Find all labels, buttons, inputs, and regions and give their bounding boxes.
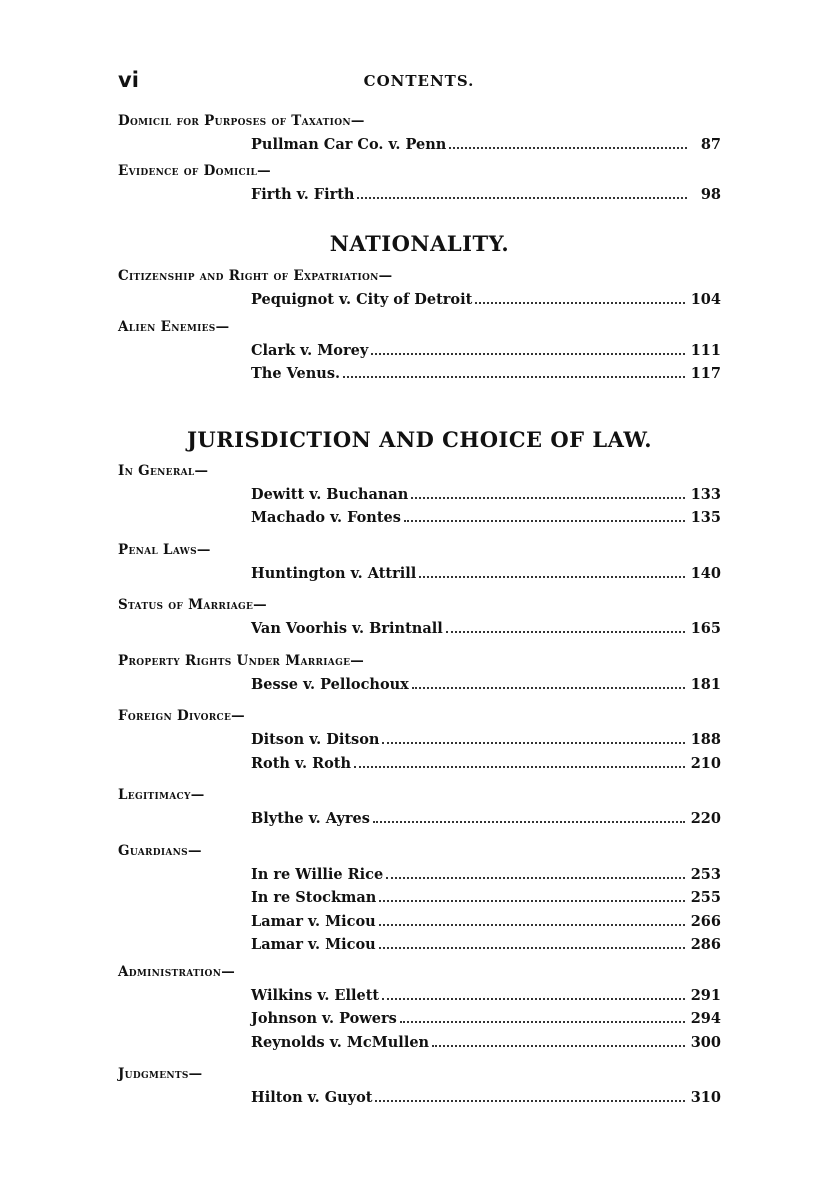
section-heading: Penal Laws— [118,541,211,558]
toc-section-taxation [118,110,721,157]
part-title-jurisdiction: JURISDICTION AND CHOICE OF LAW. [186,426,653,452]
dot-leader [400,1021,685,1023]
table-of-contents [118,110,721,1110]
case-name: Pullman Car Co. v. Penn [251,136,447,153]
section-heading: Judgments— [118,1066,203,1082]
toc-entry[interactable] [251,1086,721,1110]
page-number: 111 [690,341,721,359]
dot-leader [371,353,684,355]
dot-leader [446,631,685,633]
case-name: Pequignot v. City of Detroit [251,291,473,308]
dot-leader [379,924,685,926]
section-heading: Status of Marriage— [118,597,267,613]
toc-entry[interactable] [251,1031,721,1055]
toc-entry[interactable] [251,807,721,831]
toc-entry[interactable] [251,752,721,776]
toc-entry[interactable] [251,673,721,697]
page-number: 117 [690,365,721,382]
section-heading: Evidence of Domicil— [118,162,271,179]
case-name: Blythe v. Ayres [251,810,370,827]
dot-leader [412,687,685,689]
page-number: 220 [690,810,721,827]
page-number: 104 [690,291,721,308]
toc-entry[interactable] [251,863,721,887]
dot-leader [382,998,685,1000]
case-name: Johnson v. Powers [251,1010,397,1027]
case-name: Besse v. Pellochoux [251,675,409,693]
page-number: 294 [690,1010,721,1027]
toc-section-foreign-divorce [118,705,721,775]
page-number: 300 [690,1033,721,1051]
page-number: 210 [690,754,721,772]
case-name: Huntington v. Attrill [251,564,417,582]
section-heading: Property Rights Under Marriage— [118,652,365,669]
dot-leader [419,576,684,578]
toc-section-status-of-marriage [118,594,721,641]
section-heading: Legitimacy— [118,787,205,803]
page-folio: vi [118,68,139,92]
page-number: 133 [690,485,721,503]
running-head: CONTENTS. [363,72,475,90]
dot-leader [382,742,684,744]
dot-leader [354,766,685,768]
case-name: Van Voorhis v. Brintnall [251,620,443,637]
case-name: Wilkins v. Ellett [251,986,380,1004]
page-number: 255 [690,889,721,906]
page-number: 140 [690,564,721,582]
toc-entry[interactable] [251,183,721,207]
case-name: Lamar v. Micou [251,936,376,953]
dot-leader [379,947,685,949]
case-name: Machado v. Fontes [251,509,401,526]
page-number: 165 [690,620,721,637]
toc-entry[interactable] [251,506,721,530]
toc-section-penal-laws [118,539,721,586]
toc-entry[interactable] [251,910,721,934]
dot-leader [475,302,684,304]
dot-leader [404,520,685,522]
case-name: The Venus. [251,365,341,382]
page-number: 310 [690,1089,721,1106]
toc-entry[interactable] [251,1007,721,1031]
dot-leader [379,900,684,902]
page-number: 181 [690,675,721,693]
toc-section-property-rights [118,650,721,697]
toc-entry[interactable] [251,339,721,363]
page-number: 87 [700,136,721,153]
toc-entry[interactable] [251,984,721,1008]
section-heading: Alien Enemies— [118,318,230,335]
case-name: In re Stockman [251,889,377,906]
toc-entry[interactable] [251,562,721,586]
case-name: Ditson v. Ditson [251,731,380,748]
toc-entry[interactable] [251,886,721,910]
page-number: 135 [690,509,721,526]
section-heading: Administration— [118,963,236,980]
toc-entry[interactable] [251,617,721,641]
dot-leader [432,1045,685,1047]
toc-entry[interactable] [251,933,721,957]
page-number: 188 [690,731,721,748]
section-heading: Domicil for Purposes of Taxation— [118,113,365,129]
case-name: Clark v. Morey [251,341,369,359]
toc-entry[interactable] [251,362,721,386]
case-name: Hilton v. Guyot [251,1089,373,1106]
toc-section-evidence [118,160,721,207]
dot-leader [411,497,684,499]
toc-section-guardians [118,840,721,957]
section-heading: Foreign Divorce— [118,708,245,724]
dot-leader [343,376,685,378]
section-heading: Guardians— [118,842,202,859]
case-name: Roth v. Roth [251,754,352,772]
toc-section-in-general [118,460,721,530]
toc-section-legitimacy [118,784,721,831]
page-number: 291 [690,986,721,1004]
case-name: Firth v. Firth [251,185,355,203]
dot-leader [449,147,687,149]
dot-leader [373,821,685,823]
page-number: 266 [690,912,721,930]
toc-section-alien-enemies [118,316,721,386]
toc-section-judgments [118,1063,721,1110]
case-name: Dewitt v. Buchanan [251,485,409,503]
toc-entry[interactable] [251,483,721,507]
toc-section-citizenship [118,265,721,312]
page-number: 98 [700,185,721,203]
section-heading: Citizenship and Right of Expatriation— [118,268,393,284]
case-name: Reynolds v. McMullen [251,1033,430,1051]
page-number: 286 [690,936,721,953]
dot-leader [357,197,687,199]
toc-entry[interactable] [251,728,721,752]
toc-section-administration [118,961,721,1055]
dot-leader [375,1100,684,1102]
part-title-nationality: NATIONALITY. [329,231,510,256]
toc-entry[interactable] [251,288,721,312]
page-header [118,68,720,98]
toc-entry[interactable] [251,133,721,157]
case-name: Lamar v. Micou [251,912,376,930]
case-name: In re Willie Rice [251,865,384,883]
section-heading: In General— [118,462,209,479]
dot-leader [386,877,684,879]
page-number: 253 [690,865,721,883]
